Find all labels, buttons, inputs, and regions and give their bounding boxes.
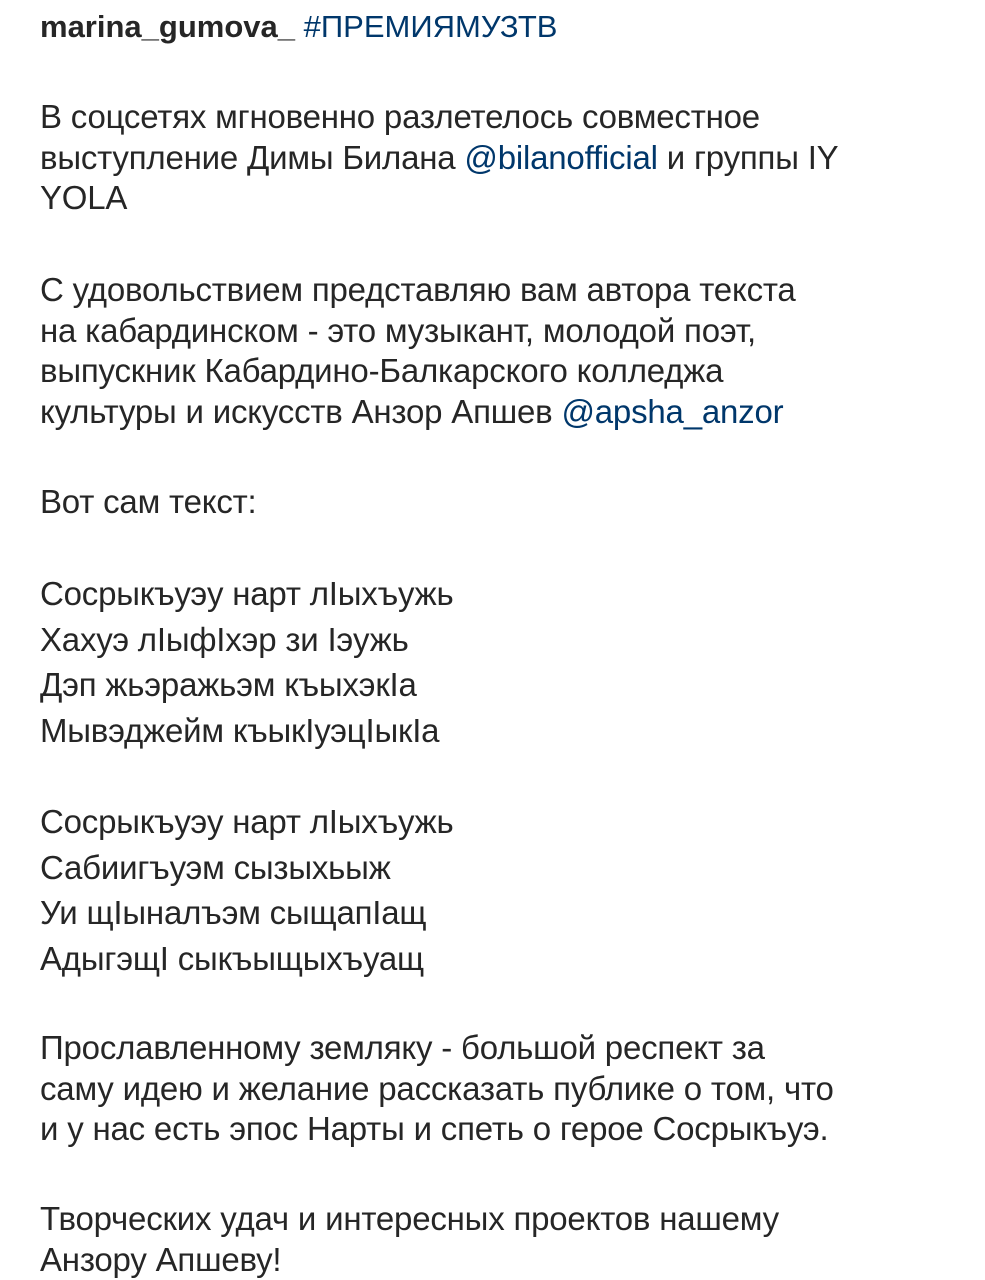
intro-text: выступление Димы Билана xyxy=(40,138,465,176)
author-line: С удовольствием представляю вам автора текста xyxy=(40,271,796,308)
intro-line: В соцсетях мгновенно разлетелось совместное xyxy=(40,98,760,135)
wishes-paragraph xyxy=(40,1199,950,1280)
mention-apsha-anzor-link[interactable]: @apsha_anzor xyxy=(561,392,784,430)
intro-line xyxy=(40,138,950,179)
respect-line: и у нас есть эпос Нарты и спеть о герое Сосрыкъуэ. xyxy=(40,1110,829,1147)
respect-paragraph xyxy=(40,1028,950,1150)
username-link[interactable]: marina_gumova_ xyxy=(40,9,295,44)
text-label-paragraph xyxy=(40,482,950,523)
verse-line: Мывэджейм къыкIуэцIыкIа xyxy=(40,711,440,749)
text-label: Вот сам текст: xyxy=(40,483,257,520)
wishes-line: Анзору Апшеву! xyxy=(40,1240,282,1278)
verse-line: Уи щIыналъэм сыщапIащ xyxy=(40,894,427,931)
verse-line: Сосрыкъуэу нарт лIыхъужь xyxy=(40,575,454,612)
wishes-line: Творческих удач и интересных проектов нашему xyxy=(40,1200,779,1237)
intro-line: YOLA xyxy=(40,179,128,216)
verse-line: Сосрыкъуэу нарт лIыхъужь xyxy=(40,803,454,840)
caption-header xyxy=(40,6,557,48)
mention-bilanofficial-link[interactable]: @bilanofficial xyxy=(464,138,658,176)
verse-line: Дэп жьэражьэм къыхэкIа xyxy=(40,666,417,703)
author-line xyxy=(40,392,950,433)
verse-two xyxy=(40,799,950,981)
intro-text: и группы IY xyxy=(657,138,839,176)
verse-line: Сабиигъуэм сызыхьыж xyxy=(40,848,391,886)
respect-line: Прославленному земляку - большой респект за xyxy=(40,1029,765,1066)
verse-line: Хахуэ лIыфIхэр зи Iэужь xyxy=(40,620,409,658)
intro-paragraph xyxy=(40,97,950,219)
verse-line: АдыгэщI сыкъыщыхъуащ xyxy=(40,939,424,977)
author-line: на кабардинском - это музыкант, молодой поэт, xyxy=(40,311,757,349)
author-paragraph xyxy=(40,270,950,432)
author-line: выпускник Кабардино-Балкарского колледжа xyxy=(40,352,724,389)
respect-line: саму идею и желание рассказать публике о том, что xyxy=(40,1069,834,1107)
hashtag-link[interactable]: #ПРЕМИЯМУЗТВ xyxy=(303,9,558,44)
verse-one xyxy=(40,571,950,753)
author-text: культуры и искусств Анзор Апшев xyxy=(40,392,562,430)
